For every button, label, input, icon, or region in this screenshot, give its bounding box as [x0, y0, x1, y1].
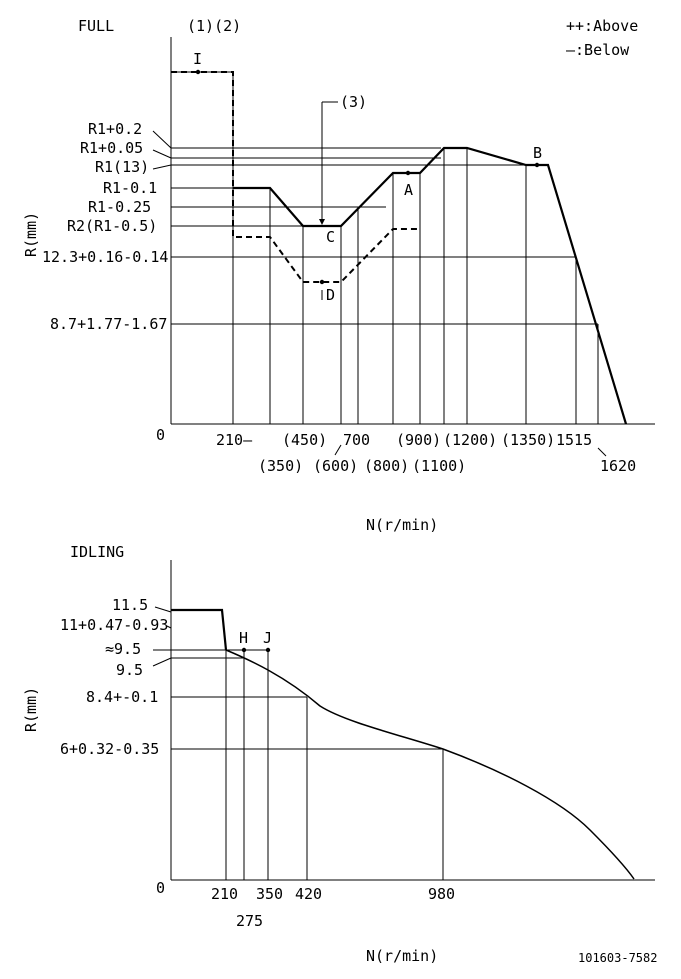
point-a-label: A — [404, 181, 414, 199]
y-label: 8.7+1.77-1.67 — [50, 315, 168, 333]
idle-title: IDLING — [70, 543, 125, 561]
point-d-label: D — [326, 286, 336, 304]
marker-3: (3) — [340, 93, 368, 111]
document-number: 101603-7582 — [578, 951, 658, 965]
idle-x-axis-label: N(r/min) — [366, 947, 439, 965]
full-curve-above — [233, 148, 626, 424]
full-chart — [22, 17, 655, 534]
y-label: R2(R1-0.5) — [67, 217, 158, 235]
y-label: 6+0.32-0.35 — [60, 740, 160, 758]
idle-origin: 0 — [156, 879, 166, 897]
x-label: 210— — [216, 431, 253, 449]
full-origin: 0 — [156, 426, 166, 444]
y-label: R1+0.2 — [88, 120, 143, 138]
y-label: 8.4+-0.1 — [86, 688, 159, 706]
point-i-dot — [196, 70, 200, 74]
x-label: 980 — [428, 885, 456, 903]
y-label: R1-0.25 — [88, 198, 152, 216]
idle-curve-flat — [171, 610, 226, 650]
point-i-label: I — [193, 50, 203, 68]
x-label: (350) — [258, 457, 304, 475]
x-label: (800) — [364, 457, 410, 475]
x-label: (450) — [282, 431, 328, 449]
y-label: R1+0.05 — [80, 139, 144, 157]
y-label: 12.3+0.16-0.14 — [42, 248, 169, 266]
x-label: 1515 — [556, 431, 593, 449]
point-h-dot — [242, 648, 246, 652]
idle-curve — [226, 650, 634, 879]
y-label: R1(13) — [95, 158, 150, 176]
y-label: 11.5 — [112, 596, 149, 614]
point-b-label: B — [533, 144, 543, 162]
y-label: ≈9.5 — [105, 640, 142, 658]
point-j-label: J — [263, 629, 273, 647]
x-label: (1200) — [443, 431, 498, 449]
x-label: 275 — [236, 912, 264, 930]
full-x-axis-label: N(r/min) — [366, 516, 439, 534]
idle-chart — [22, 543, 658, 965]
x-label: (1350) — [501, 431, 556, 449]
point-h-label: H — [239, 629, 249, 647]
x-label: (1100) — [412, 457, 467, 475]
full-y-axis-label: R(mm) — [22, 211, 40, 257]
y-label: R1-0.1 — [103, 179, 158, 197]
y-label: 11+0.47-0.93 — [60, 616, 169, 634]
point-j-dot — [266, 648, 270, 652]
legend-above: ++:Above — [566, 17, 639, 35]
full-title: FULL — [78, 17, 115, 35]
x-label: 420 — [295, 885, 323, 903]
x-label: 210 — [211, 885, 239, 903]
point-a-dot — [406, 171, 410, 175]
point-d-dot — [320, 280, 324, 284]
full-curve-below — [171, 72, 420, 282]
x-label: (600) — [313, 457, 359, 475]
x-label: 700 — [343, 431, 371, 449]
idle-y-axis-label: R(mm) — [22, 686, 40, 732]
point-b-dot — [535, 163, 539, 167]
x-label: (900) — [396, 431, 442, 449]
marker-1-2: (1)(2) — [187, 17, 242, 35]
x-label: 1620 — [600, 457, 637, 475]
point-c-label: C — [326, 228, 336, 246]
y-label: 9.5 — [116, 661, 144, 679]
legend-below: —:Below — [566, 41, 630, 59]
x-label: 350 — [256, 885, 284, 903]
